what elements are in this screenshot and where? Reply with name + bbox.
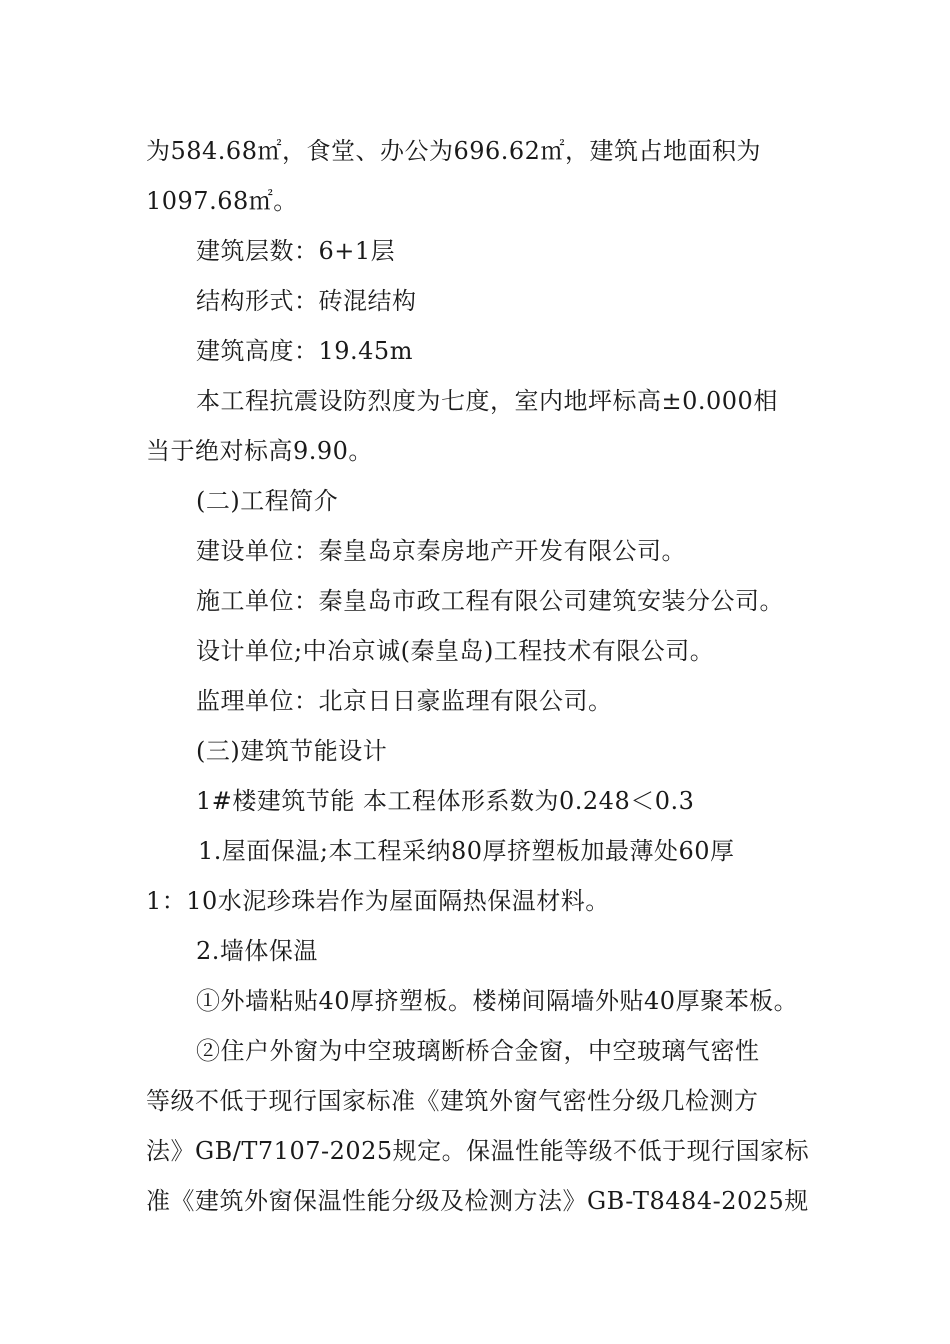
contractor-unit: 施工单位：秦皇岛市政工程有限公司建筑安装分公司。	[196, 587, 784, 615]
paragraph-line: 1097.68㎡。	[146, 187, 298, 215]
section-heading: (二)工程简介	[196, 487, 339, 515]
building-height: 建筑高度：19.45m	[196, 337, 413, 365]
paragraph-line: 1.屋面保温;本工程采纳80厚挤塑板加最薄处60厚	[198, 837, 735, 865]
subsection-heading: 2.墙体保温	[196, 937, 318, 965]
building-floors: 建筑层数：6+1层	[196, 237, 396, 265]
paragraph-line: ①外墙粘贴40厚挤塑板。楼梯间隔墙外贴40厚聚苯板。	[196, 987, 799, 1015]
structure-type: 结构形式：砖混结构	[196, 287, 417, 315]
paragraph-line: 1：10水泥珍珠岩作为屋面隔热保温材料。	[146, 887, 610, 915]
paragraph-line: 1#楼建筑节能 本工程体形系数为0.248＜0.3	[196, 787, 695, 815]
paragraph-line: 为584.68㎡，食堂、办公为696.62㎡，建筑占地面积为	[146, 137, 761, 165]
supervision-unit: 监理单位：北京日日豪监理有限公司。	[196, 687, 613, 715]
section-heading: (三)建筑节能设计	[196, 737, 388, 765]
body-text	[146, 126, 810, 1226]
paragraph-line: 等级不低于现行国家标准《建筑外窗气密性分级几检测方	[146, 1087, 759, 1115]
paragraph-line: 本工程抗震设防烈度为七度，室内地坪标高±0.000相	[196, 387, 778, 415]
paragraph-line: 当于绝对标高9.90。	[146, 437, 373, 465]
paragraph-line: 准《建筑外窗保温性能分级及检测方法》GB-T8484-2025规	[146, 1187, 809, 1215]
paragraph-line: 法》GB/T7107-2025规定。保温性能等级不低于现行国家标	[146, 1137, 810, 1165]
construction-unit: 建设单位：秦皇岛京秦房地产开发有限公司。	[196, 537, 686, 565]
paragraph-line: ②住户外窗为中空玻璃断桥合金窗，中空玻璃气密性	[196, 1037, 760, 1065]
design-unit: 设计单位;中冶京诚(秦皇岛)工程技术有限公司。	[196, 637, 715, 665]
